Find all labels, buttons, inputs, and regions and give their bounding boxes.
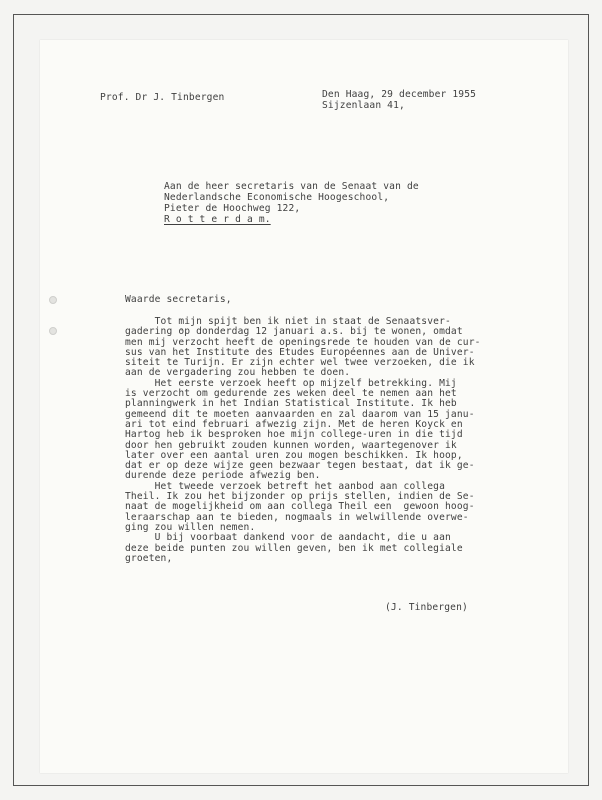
- recipient-city: R o t t e r d a m.: [164, 214, 271, 225]
- recipient-line: Nederlandsche Economische Hoogeschool,: [164, 192, 390, 203]
- body-line: dat er op deze wijze geen bezwaar tegen bestaat, dat ik ge-: [125, 460, 475, 472]
- letter-date-address: [322, 89, 476, 111]
- body-line: Hartog heb ik besproken hoe mijn college-uren in die tijd: [125, 429, 463, 441]
- body-line: ari tot eind februari afwezig zijn. Met de heren Koyck en: [125, 418, 463, 430]
- body-line: aan de vergadering zou hebben te doen.: [125, 367, 351, 379]
- punch-hole: [49, 327, 57, 335]
- letter-page: [40, 40, 568, 773]
- body-line: naat de mogelijkheid om aan collega Theil een gewoon hoog-: [125, 501, 475, 513]
- recipient-address: [164, 181, 419, 225]
- sender-name: Prof. Dr J. Tinbergen: [100, 92, 225, 103]
- body-line: ging zou willen nemen.: [125, 521, 256, 533]
- recipient-line: Aan de heer secretaris van de Senaat van de: [164, 181, 419, 192]
- body-line: durende deze periode afwezig ben.: [125, 470, 321, 482]
- body-line: deze beide punten zou willen geven, ben ik met collegiale: [125, 542, 463, 554]
- body-line: sus van het Institute des Etudes Européennes aan de Univer-: [125, 346, 475, 358]
- body-line: later over een aantal uren zou mogen beschikken. Ik hoop,: [125, 449, 463, 461]
- body-line: Het eerste verzoek heeft op mijzelf betrekking. Mij: [125, 377, 457, 389]
- place-date: Den Haag, 29 december 1955: [322, 89, 477, 100]
- letter-body: [125, 317, 481, 564]
- body-line: Theil. Ik zou het bijzonder op prijs stellen, indien de Se-: [125, 491, 475, 503]
- body-line: planningwerk in het Indian Statistical Institute. Ik heb: [125, 398, 457, 410]
- body-line: is verzocht om gedurende zes weken deel te nemen aan het: [125, 388, 457, 400]
- salutation: Waarde secretaris,: [125, 294, 232, 305]
- body-line: siteit te Turijn. Er zijn echter wel twee verzoeken, die ik: [125, 357, 475, 369]
- body-line: leraarschap aan te bieden, nogmaals in welwillende overwe-: [125, 511, 469, 523]
- body-line: door hen gebruikt zouden kunnen worden, waartegenover ik: [125, 439, 457, 451]
- street-address: Sijzenlaan 41,: [322, 100, 405, 111]
- signature: (J. Tinbergen): [385, 602, 468, 613]
- body-line: Tot mijn spijt ben ik niet in staat de Senaatsver-: [125, 316, 451, 327]
- body-line: groeten,: [125, 552, 173, 564]
- recipient-line: Pieter de Hoochweg 122,: [164, 203, 301, 214]
- punch-hole: [49, 296, 57, 304]
- body-line: U bij voorbaat dankend voor de aandacht, die u aan: [125, 532, 451, 544]
- body-line: gadering op donderdag 12 januari a.s. bij te wonen, omdat: [125, 326, 463, 338]
- body-line: Het tweede verzoek betreft het aanbod aan collega: [125, 480, 445, 492]
- body-line: gemeend dit te moeten aanvaarden en zal daarom van 15 janu-: [125, 408, 475, 420]
- body-line: men mij verzocht heeft de openingsrede te houden van de cur-: [125, 336, 481, 348]
